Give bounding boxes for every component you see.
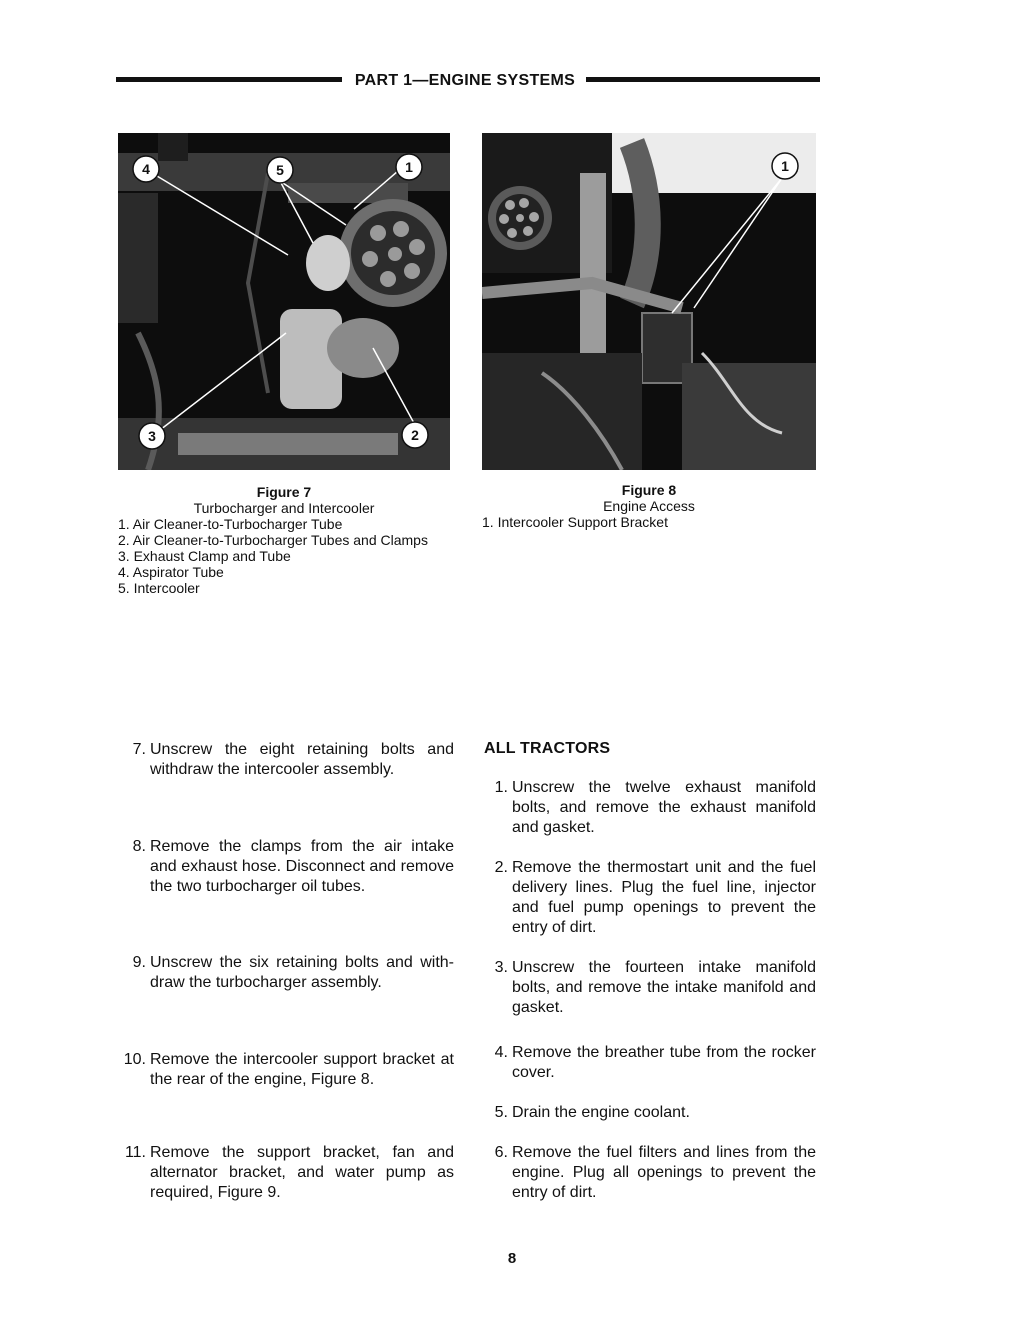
figure-8-legend <box>482 514 816 530</box>
step-text: Unscrew the twelve exhaust manifold bolts, and remove the exhaust manifold and gasket. <box>512 779 816 836</box>
figure-8-subtitle: Engine Access <box>603 498 695 514</box>
legend-item: 2. Air Cleaner-to-Turbocharger Tubes and Clamps <box>118 532 428 548</box>
step-number: 2. <box>494 859 508 876</box>
page-header <box>116 72 820 92</box>
callout-3: 3 <box>148 428 156 444</box>
section-title: PART 1—ENGINE SYSTEMS <box>354 72 576 89</box>
step-text: Remove the clamps from the air intake and exhaust hose. Disconnect and remove the two turbocharger oil tubes. <box>150 838 454 895</box>
figure-7-photo <box>118 133 450 470</box>
page-number: 8 <box>507 1250 517 1267</box>
figure-8-illustration <box>482 133 816 470</box>
callout-5: 5 <box>276 162 284 178</box>
header-rule-right <box>586 77 820 82</box>
step-number: 10. <box>123 1051 146 1068</box>
step-text: Remove the fuel filters and lines from the engine. Plug all openings to prevent the entry of dirt. <box>512 1144 816 1201</box>
step-text: Unscrew the six retaining bolts and with-draw the turbocharger assembly. <box>150 954 454 991</box>
figure-7-title: Figure 7 <box>256 484 312 500</box>
section-heading: ALL TRACTORS <box>484 740 611 757</box>
header-rule-left <box>116 77 342 82</box>
step-text: Remove the intercooler support bracket at the rear of the engine, Figure 8. <box>150 1051 454 1088</box>
step-number: 7. <box>132 741 146 758</box>
callout-1: 1 <box>781 158 789 174</box>
figure-7-subtitle: Turbocharger and Intercooler <box>193 500 375 516</box>
figure-7-illustration <box>118 133 450 470</box>
legend-item: 5. Intercooler <box>118 580 200 596</box>
step-number: 6. <box>494 1144 508 1161</box>
figure-7-legend <box>118 516 458 596</box>
callout-1: 1 <box>405 159 413 175</box>
step-text: Remove the support bracket, fan and alternator bracket, and water pump as required, Figure 9. <box>150 1144 454 1201</box>
step-text: Remove the thermostart unit and the fuel delivery lines. Plug the fuel line, injector and fuel pump openings to prevent the entry of dirt. <box>512 859 816 936</box>
step-number: 3. <box>494 959 508 976</box>
step-number: 11. <box>124 1144 146 1161</box>
figure-7-caption <box>118 484 458 596</box>
legend-item: 3. Exhaust Clamp and Tube <box>118 548 291 564</box>
step-number: 1. <box>494 779 508 796</box>
legend-item: 4. Aspirator Tube <box>118 564 224 580</box>
callout-2: 2 <box>411 427 419 443</box>
step-text: Remove the breather tube from the rocker cover. <box>512 1044 816 1081</box>
step-number: 8. <box>132 838 146 855</box>
step-text: Drain the engine coolant. <box>512 1104 690 1121</box>
step-number: 5. <box>494 1104 508 1121</box>
figure-8-caption <box>482 482 816 530</box>
figure-8-photo <box>482 133 816 470</box>
callout-4: 4 <box>142 161 150 177</box>
legend-item: 1. Intercooler Support Bracket <box>482 514 668 530</box>
step-text: Unscrew the eight retaining bolts and withdraw the intercooler assembly. <box>150 741 454 778</box>
step-number: 4. <box>494 1044 508 1061</box>
step-text: Unscrew the fourteen intake manifold bolts, and remove the intake manifold and gasket. <box>512 959 816 1016</box>
figure-8-title: Figure 8 <box>621 482 677 498</box>
step-number: 9. <box>132 954 146 971</box>
legend-item: 1. Air Cleaner-to-Turbocharger Tube <box>118 516 343 532</box>
